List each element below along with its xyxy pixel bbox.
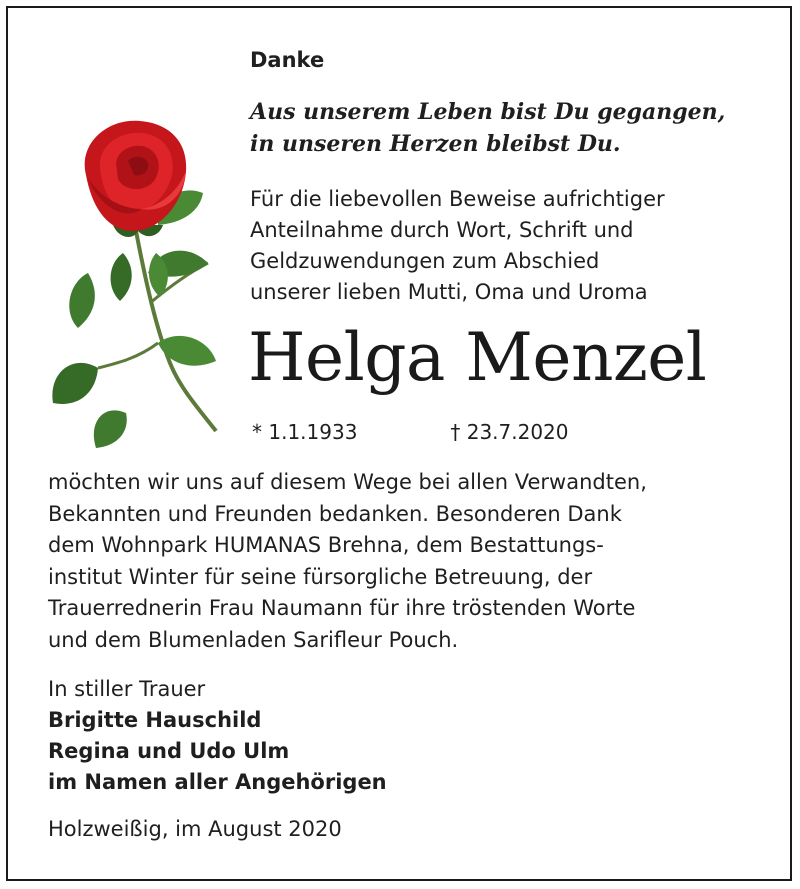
mourning-intro: In stiller Trauer — [48, 677, 206, 701]
mourners — [48, 674, 387, 798]
intro-line: Anteilnahme durch Wort, Schrift und — [250, 218, 634, 242]
life-dates — [252, 420, 569, 444]
body-line: möchten wir uns auf diesem Wege bei allen Verwandten, — [48, 470, 647, 494]
body-line: dem Wohnpark HUMANAS Brehna, dem Bestattungs- — [48, 533, 604, 557]
heading-danke: Danke — [250, 48, 325, 72]
intro-line: unserer lieben Mutti, Oma und Uroma — [250, 280, 648, 304]
intro-paragraph — [250, 184, 665, 308]
body-line: und dem Blumenladen Sarifleur Pouch. — [48, 627, 459, 652]
mourner-name: Regina und Udo Ulm — [48, 739, 290, 763]
deceased-name: Helga Menzel — [248, 319, 707, 396]
thanks-paragraph — [48, 467, 788, 656]
death-date: † 23.7.2020 — [450, 420, 569, 444]
mourner-name: Brigitte Hauschild — [48, 708, 262, 732]
body-line: institut Winter für seine fürsorgliche Betreuung, der — [48, 564, 593, 589]
verse-line: Aus unserem Leben bist Du gegangen, — [250, 99, 726, 125]
intro-line: Für die liebevollen Beweise aufrichtiger — [250, 187, 665, 211]
intro-line: Geldzuwendungen zum Abschied — [250, 249, 600, 273]
obituary-card — [6, 6, 792, 881]
mourner-name: im Namen aller Angehörigen — [48, 770, 387, 794]
place-date: Holzweißig, im August 2020 — [48, 817, 342, 841]
body-line: Trauerrednerin Frau Naumann für ihre tröstenden Worte — [48, 596, 636, 620]
verse-line: in unseren Herzen bleibst Du. — [250, 131, 621, 157]
red-rose-icon — [38, 113, 233, 448]
birth-date: * 1.1.1933 — [252, 420, 358, 444]
body-line: Bekannten und Freunden bedanken. Besonderen Dank — [48, 501, 622, 526]
verse — [250, 96, 725, 160]
